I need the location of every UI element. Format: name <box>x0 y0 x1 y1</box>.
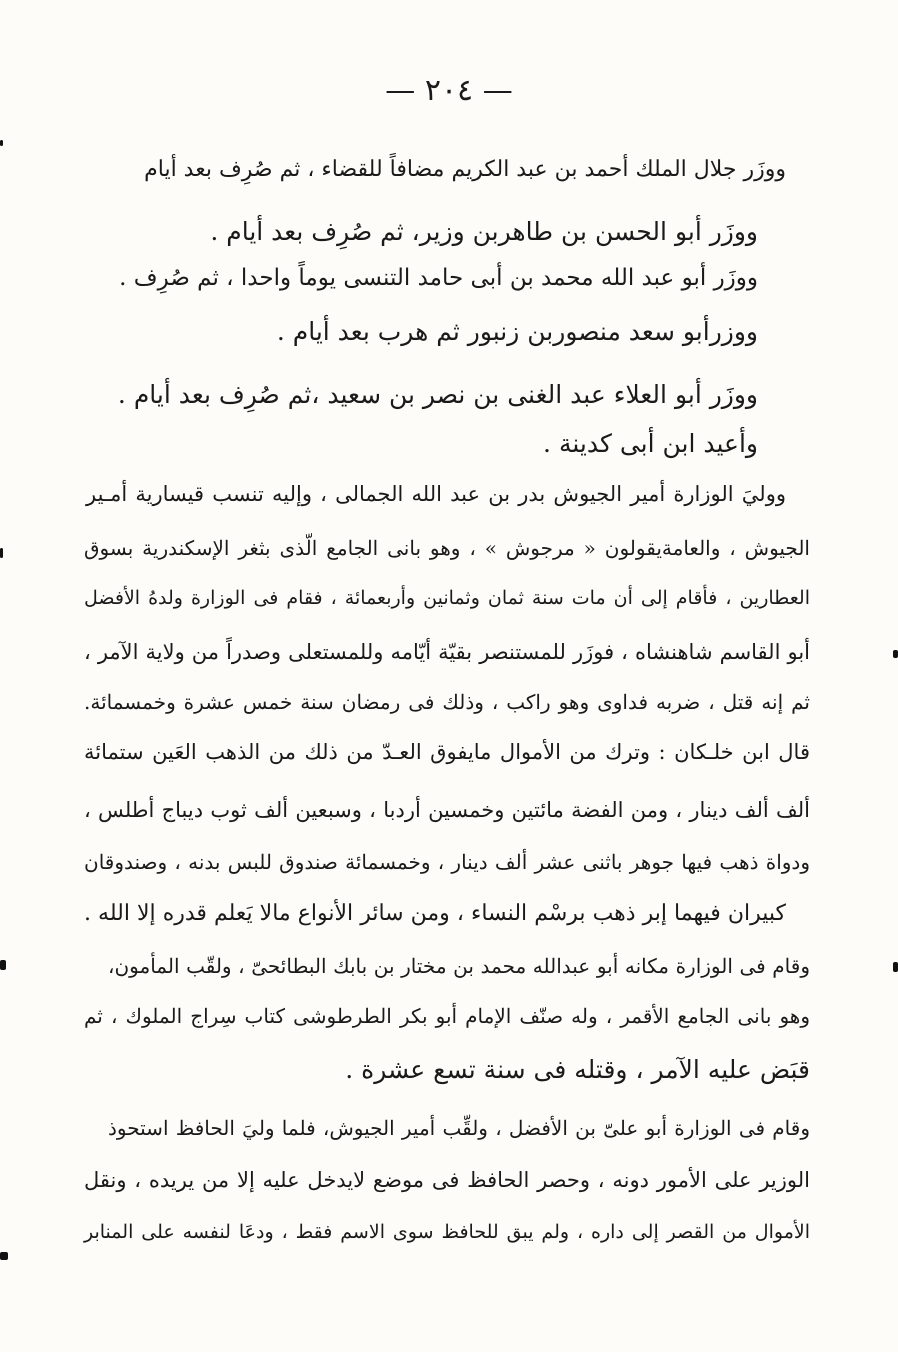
text-line: ووزَر أبو الحسن بن طاهربن وزير، ثم صُرِف بعد أيام . <box>210 217 758 246</box>
text-line: ألف ألف دينار ، ومن الفضة مائتين وخمسين أردبا ، وسبعين ألف ثوب ديباج أطلس ، <box>84 798 810 822</box>
text-line: وقام فى الوزارة مكانه أبو عبدالله محمد بن مختار بن بابك البطائحىّ ، ولقّب المأمون، <box>108 954 810 978</box>
scan-mark <box>0 140 3 146</box>
text-line: ووزَر جلال الملك أحمد بن عبد الكريم مضافاً للقضاء ، ثم صُرِف بعد أيام <box>144 157 786 182</box>
text-line: ووزرأبو سعد منصوربن زنبور ثم هرب بعد أيام . <box>276 317 758 346</box>
text-line: ثم إنه قتل ، ضربه فداوى وهو راكب ، وذلك فى رمضان سنة خمس عشرة وخمسمائة. <box>84 690 810 714</box>
text-line: ودواة ذهب فيها جوهر باثنى عشر ألف دينار ، وخمسمائة صندوق للبس بدنه ، وصندوقان <box>84 850 810 874</box>
scan-mark <box>0 960 6 970</box>
scan-mark <box>893 962 898 972</box>
text-line: وهو بانى الجامع الأقمر ، وله صنّف الإمام أبو بكر الطرطوشى كتاب سِراج الملوك ، ثم <box>84 1004 810 1028</box>
text-line: الجيوش ، والعامةيقولون « مرجوش » ، وهو بانى الجامع الّذى بثغر الإسكندرية بسوق <box>84 536 810 560</box>
scan-mark <box>893 650 898 658</box>
text-line: وقام فى الوزارة أبو علىّ بن الأفضل ، ولقِّب أمير الجيوش، فلما وليَ الحافظ استحوذ <box>108 1116 810 1140</box>
text-line: الأموال من القصر إلى داره ، ولم يبق للحافظ سوى الاسم فقط ، ودعَا لنفسه على المنابر <box>84 1221 810 1243</box>
page-number: — ٢٠٤ — <box>385 73 513 108</box>
text-line: أبو القاسم شاهنشاه ، فوزَر للمستنصر بقيّة أيّامه وللمستعلى وصدراً من ولاية الآمر ، <box>84 640 810 664</box>
text-line: العطارين ، فأقام إلى أن مات سنة ثمان وثمانين وأربعمائة ، فقام فى الوزارة ولدهُ الأفضل <box>84 587 810 609</box>
text-line: كبيران فيهما إبر ذهب برسْم النساء ، ومن سائر الأنواع مالا يَعلم قدره إلا الله . <box>84 901 786 926</box>
text-line: الوزير على الأمور دونه ، وحصر الحافظ فى موضع لايدخل عليه إلا من يريده ، ونقل <box>84 1168 810 1192</box>
text-line: قبَض عليه الآمر ، وقتله فى سنة تسع عشرة . <box>345 1055 810 1084</box>
text-line: ووزَر أبو العلاء عبد الغنى بن نصر بن سعيد ،ثم صُرِف بعد أيام . <box>117 380 758 409</box>
text-line: قال ابن خلـكان : وترك من الأموال مايفوق العـدّ من ذلك من الذهب العَين ستمائة <box>84 740 810 764</box>
scan-mark <box>0 1252 8 1260</box>
text-line: وأعيد ابن أبى كدينة . <box>543 429 758 458</box>
scan-mark <box>0 548 3 558</box>
text-line: ووليَ الوزارة أمير الجيوش بدر بن عبد الله الجمالى ، وإليه تنسب قيسارية أمـير <box>86 482 786 506</box>
text-line: ووزَر أبو عبد الله محمد بن أبى حامد التنسى يوماً واحدا ، ثم صُرِف . <box>119 265 758 291</box>
